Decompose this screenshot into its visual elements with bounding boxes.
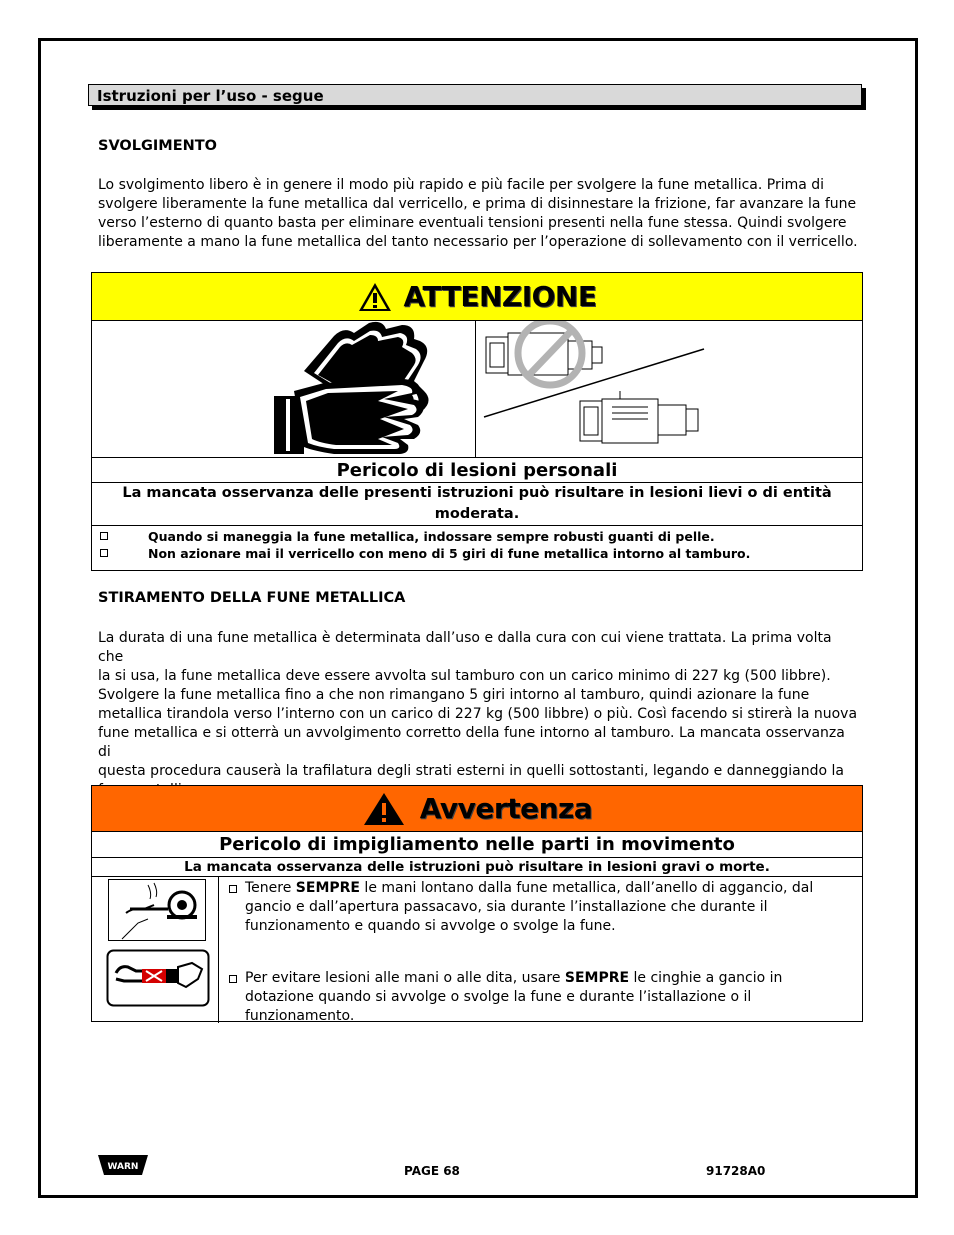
warning-text-panel <box>219 877 862 1023</box>
warn-logo <box>98 1153 148 1177</box>
winch-panel <box>476 321 862 457</box>
list-item: Per evitare lesioni alle mani o alle dita, usare SEMPRE le cinghie a gancio in dotazione quando si avvolge o svolge la fune e durante l’istallazione o il funzionamento. <box>219 969 862 1026</box>
text-line: La durata di una fune metallica è determinata dall’uso e dalla cura con cui viene trattata. La prima volta che <box>98 630 832 665</box>
caution-box <box>91 272 863 571</box>
text-line: questa procedura causerà la trafilatura degli strati esterni in quelli sottostanti, legando e danneggiando la <box>98 763 844 779</box>
caution-banner <box>92 273 862 321</box>
checkbox-bullet-icon <box>229 975 237 983</box>
warning-banner <box>92 786 862 832</box>
section-header: Istruzioni per l’uso - segue <box>88 84 862 106</box>
paragraph-stiramento <box>98 629 858 800</box>
gloves-panel <box>92 321 476 457</box>
text-line: liberamente a mano la fune metallica del tanto necessario per l’operazione di sollevamento con il verricello. <box>98 234 858 250</box>
document-number: 91728A0 <box>706 1164 766 1178</box>
warning-box <box>91 785 863 1022</box>
winch-prohibited-icon <box>476 321 864 455</box>
hook-strap-icon <box>106 949 210 1007</box>
hand-entanglement-icon <box>108 879 206 941</box>
text-line: metallica tirandola verso l’interno con un carico di 227 kg (500 libbre) o più. Così facendo si stirerà la nuova <box>98 706 858 722</box>
warning-triangle-icon <box>358 282 392 312</box>
list-item: Quando si maneggia la fune metallica, indossare sempre robusti guanti di pelle. <box>92 528 862 545</box>
checkbox-bullet-icon <box>100 549 108 557</box>
checkbox-bullet-icon <box>100 532 108 540</box>
caution-consequence: La mancata osservanza delle presenti istruzioni può risultare in lesioni lievi o di entità moderata. <box>92 483 862 526</box>
text-line: Svolgere la fune metallica fino a che non rimangano 5 giri intorno al tamburo, quindi azionare la fune <box>98 687 810 703</box>
page-number: PAGE 68 <box>404 1164 460 1178</box>
list-item: Tenere SEMPRE le mani lontano dalla fune metallica, dall’anello di aggancio, dal gancio e dall’apertura passacavo, sia durante l’installazione che durante il funzionamento e quando si avvolge o svolge la fune. <box>219 879 862 936</box>
paragraph-svolgimento <box>98 176 858 252</box>
warning-consequence: La mancata osservanza delle istruzioni può risultare in lesioni gravi o morte. <box>92 858 862 877</box>
text-line: Lo svolgimento libero è in genere il modo più rapido e più facile per svolgere la fune metallica. Prima di <box>98 177 825 193</box>
section-heading-stiramento: STIRAMENTO DELLA FUNE METALLICA <box>98 590 406 606</box>
svg-text:WARN: WARN <box>107 1162 139 1172</box>
checkbox-bullet-icon <box>229 885 237 893</box>
text-line: la si usa, la fune metallica deve essere avvolta sul tamburo con un carico minimo di 227 kg (500 libbre). <box>98 668 831 684</box>
text-line: fune metallica e si otterrà un avvolgimento corretto della fune intorno al tamburo. La mancata osservanza di <box>98 725 845 760</box>
caution-title: ATTENZIONE <box>403 280 597 313</box>
gloves-icon <box>274 321 434 455</box>
winch-icon <box>580 391 698 443</box>
warning-icons-panel <box>92 877 219 1023</box>
caution-images <box>92 321 862 458</box>
section-heading-svolgimento: SVOLGIMENTO <box>98 138 217 154</box>
warning-hazard: Pericolo di impigliamento nelle parti in movimento <box>92 832 862 858</box>
warning-triangle-icon <box>362 791 406 827</box>
caution-bullets <box>92 526 862 562</box>
caution-hazard: Pericolo di lesioni personali <box>92 458 862 483</box>
warning-body <box>92 877 862 1023</box>
list-item: Non azionare mai il verricello con meno di 5 giri di fune metallica intorno al tamburo. <box>92 545 862 562</box>
warning-title: Avvertenza <box>419 792 593 825</box>
text-line: verso l’esterno di quanto basta per eliminare eventuali tensioni presenti nella fune stessa. Quindi svolgere <box>98 215 847 231</box>
text-line: svolgere liberamente la fune metallica dal verricello, e prima di disinnestare la frizione, far avanzare la fune <box>98 196 857 212</box>
